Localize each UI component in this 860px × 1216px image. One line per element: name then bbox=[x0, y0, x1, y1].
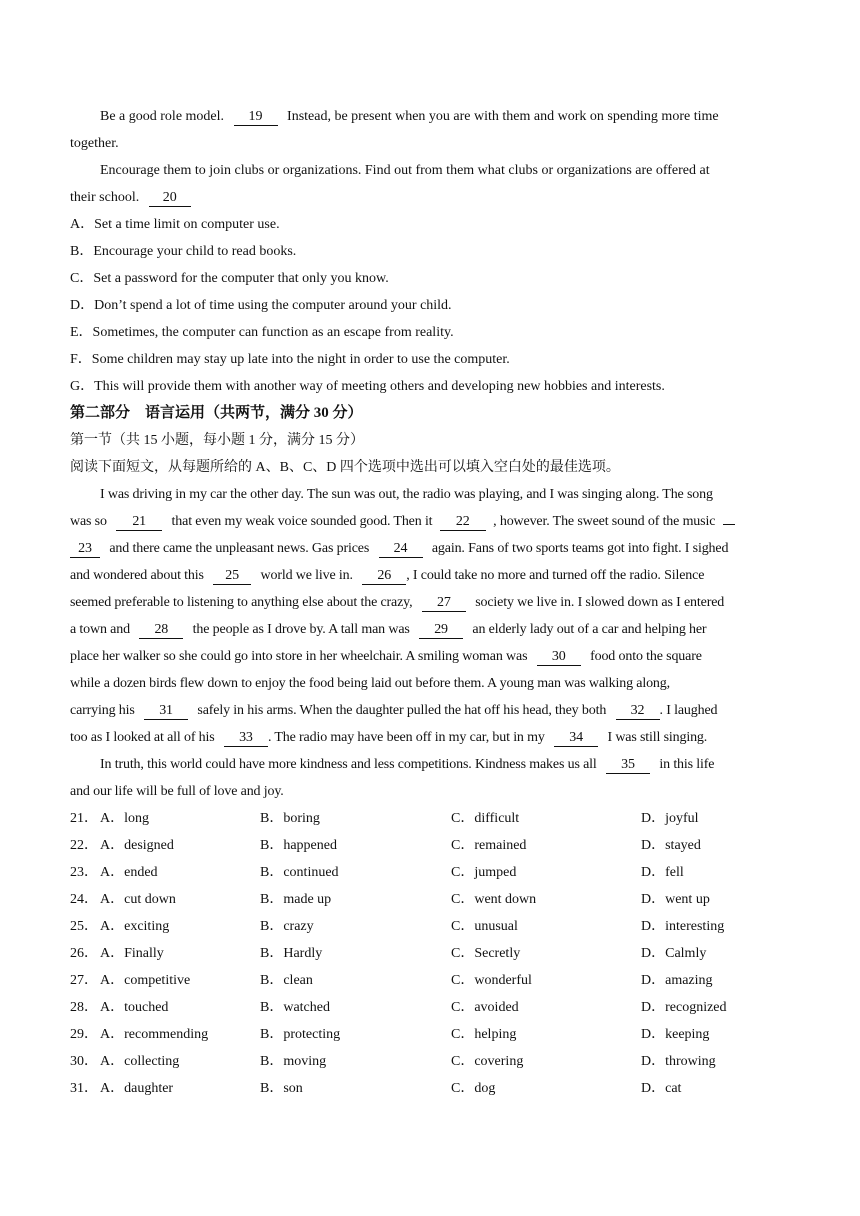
text: and wondered about this bbox=[70, 568, 204, 583]
text: In truth, this world could have more kindness and less competitions. Kindness makes us all bbox=[100, 757, 597, 772]
text: . I laughed bbox=[659, 703, 718, 718]
choice-c: C．jumped bbox=[451, 865, 517, 880]
blank-21: 21 bbox=[116, 514, 162, 531]
blank-24: 24 bbox=[379, 541, 423, 558]
blank-23: 23 bbox=[70, 541, 100, 558]
choice-c: C．difficult bbox=[451, 811, 520, 826]
option-b: B．Encourage your child to read books. bbox=[70, 244, 297, 259]
option-d: D．Don’t spend a lot of time using the computer around your child. bbox=[70, 298, 452, 313]
choice-b: B．moving bbox=[260, 1054, 327, 1069]
choice-a: A．recommending bbox=[100, 1027, 209, 1042]
text: Instead, be present when you are with them and work on spending more time bbox=[287, 109, 719, 124]
blank-27: 27 bbox=[422, 595, 466, 612]
paragraph-role-model-cont bbox=[70, 130, 794, 157]
choice-a: A．ended bbox=[100, 865, 158, 880]
option-e: E．Sometimes, the computer can function as an escape from reality. bbox=[70, 325, 454, 340]
text: their school. bbox=[70, 190, 140, 205]
blank-22: 22 bbox=[440, 514, 486, 531]
paragraph-clubs bbox=[70, 157, 794, 184]
text: too as I looked at all of his bbox=[70, 730, 215, 745]
text: and there came the unpleasant news. Gas prices bbox=[109, 541, 370, 556]
section1-heading: 第一节（共 15 小题，每小题 1 分，满分 15 分） bbox=[70, 433, 364, 448]
blank-31: 31 bbox=[144, 703, 188, 720]
passage-line bbox=[70, 616, 794, 643]
choice-c: C．helping bbox=[451, 1027, 517, 1042]
question-number: 30． bbox=[70, 1054, 98, 1069]
question-row bbox=[70, 805, 794, 832]
choice-c: C．remained bbox=[451, 838, 527, 853]
choice-d: D．keeping bbox=[641, 1027, 710, 1042]
text: place her walker so she could go into store in her wheelchair. A smiling woman was bbox=[70, 649, 528, 664]
blank-28: 28 bbox=[139, 622, 183, 639]
question-number: 27． bbox=[70, 973, 98, 988]
paragraph-role-model bbox=[70, 103, 794, 130]
question-row bbox=[70, 1075, 794, 1102]
question-row bbox=[70, 994, 794, 1021]
choice-b: B．son bbox=[260, 1081, 303, 1096]
question-number: 26． bbox=[70, 946, 98, 961]
choice-a: A．competitive bbox=[100, 973, 191, 988]
passage-line bbox=[70, 562, 794, 589]
choice-b: B．protecting bbox=[260, 1027, 341, 1042]
text: I was still singing. bbox=[607, 730, 708, 745]
choice-a: A．daughter bbox=[100, 1081, 174, 1096]
choice-c: C．dog bbox=[451, 1081, 496, 1096]
cloze-questions bbox=[70, 805, 794, 1102]
choice-b: B．happened bbox=[260, 838, 337, 853]
question-row bbox=[70, 1021, 794, 1048]
text: together. bbox=[70, 136, 119, 151]
text: while a dozen birds flew down to enjoy the food being laid out before them. A young man was walking along, bbox=[70, 676, 670, 691]
choice-b: B．clean bbox=[260, 973, 313, 988]
choice-b: B．made up bbox=[260, 892, 332, 907]
text: a town and bbox=[70, 622, 130, 637]
choice-d: D．interesting bbox=[641, 919, 725, 934]
passage-line bbox=[70, 697, 794, 724]
question-number: 22． bbox=[70, 838, 98, 853]
blank-26: 26 bbox=[362, 568, 406, 585]
choice-d: D．stayed bbox=[641, 838, 701, 853]
question-number: 21． bbox=[70, 811, 98, 826]
passage-line bbox=[70, 535, 794, 562]
passage-line bbox=[70, 778, 794, 805]
choice-a: A．exciting bbox=[100, 919, 170, 934]
choice-c: C．unusual bbox=[451, 919, 518, 934]
option-g: G．This will provide them with another way of meeting others and developing new hobbies and interests. bbox=[70, 379, 665, 394]
choice-c: C．went down bbox=[451, 892, 537, 907]
question-row bbox=[70, 913, 794, 940]
question-number: 23． bbox=[70, 865, 98, 880]
choice-a: A．cut down bbox=[100, 892, 176, 907]
choice-d: D．went up bbox=[641, 892, 710, 907]
question-number: 29． bbox=[70, 1027, 98, 1042]
text: food onto the square bbox=[590, 649, 702, 664]
choice-a: A．Finally bbox=[100, 946, 164, 961]
passage-line bbox=[70, 670, 794, 697]
text: Encourage them to join clubs or organizations. Find out from them what clubs or organizations are offered at bbox=[100, 163, 710, 178]
choice-c: C．Secretly bbox=[451, 946, 521, 961]
question-number: 24． bbox=[70, 892, 98, 907]
text: carrying his bbox=[70, 703, 135, 718]
question-row bbox=[70, 1048, 794, 1075]
cloze-passage bbox=[70, 481, 794, 805]
text: . The radio may have been off in my car, but in my bbox=[267, 730, 545, 745]
question-number: 25． bbox=[70, 919, 98, 934]
option-c: C．Set a password for the computer that only you know. bbox=[70, 271, 389, 286]
choice-a: A．collecting bbox=[100, 1054, 180, 1069]
choice-c: C．wonderful bbox=[451, 973, 532, 988]
passage-line bbox=[70, 481, 794, 508]
seven-choose-five-options bbox=[70, 211, 794, 400]
choice-d: D．throwing bbox=[641, 1054, 716, 1069]
text: , I could take no more and turned off the radio. Silence bbox=[406, 568, 705, 583]
choice-b: B．continued bbox=[260, 865, 339, 880]
choice-a: A．long bbox=[100, 811, 149, 826]
choice-b: B．boring bbox=[260, 811, 320, 826]
text: again. Fans of two sports teams got into fight. I sighed bbox=[431, 541, 729, 556]
choice-a: A．touched bbox=[100, 1000, 169, 1015]
text: the people as I drove by. A tall man was bbox=[192, 622, 410, 637]
passage-line bbox=[70, 724, 794, 751]
text: , however. The sweet sound of the music bbox=[493, 514, 716, 529]
paragraph-clubs-cont bbox=[70, 184, 794, 211]
part2-heading: 第二部分 语言运用（共两节，满分 30 分） bbox=[70, 405, 363, 421]
blank-19: 19 bbox=[234, 109, 278, 126]
choice-d: D．cat bbox=[641, 1081, 682, 1096]
choice-b: B．Hardly bbox=[260, 946, 323, 961]
question-row bbox=[70, 832, 794, 859]
question-row bbox=[70, 967, 794, 994]
exam-page bbox=[70, 103, 794, 1102]
passage-line bbox=[70, 643, 794, 670]
option-a: A．Set a time limit on computer use. bbox=[70, 217, 280, 232]
choice-b: B．watched bbox=[260, 1000, 330, 1015]
blank-33: 33 bbox=[224, 730, 268, 747]
choice-d: D．recognized bbox=[641, 1000, 727, 1015]
choice-c: C．avoided bbox=[451, 1000, 519, 1015]
blank-35: 35 bbox=[606, 757, 650, 774]
choice-d: D．Calmly bbox=[641, 946, 707, 961]
text: world we live in. bbox=[260, 568, 353, 583]
choice-c: C．covering bbox=[451, 1054, 524, 1069]
text: seemed preferable to listening to anything else about the crazy, bbox=[70, 595, 413, 610]
text: was so bbox=[70, 514, 107, 529]
text: that even my weak voice sounded good. Then it bbox=[171, 514, 433, 529]
question-row bbox=[70, 886, 794, 913]
text: Be a good role model. bbox=[100, 109, 225, 124]
option-f: F．Some children may stay up late into the night in order to use the computer. bbox=[70, 352, 510, 367]
text: in this life bbox=[659, 757, 715, 772]
blank-20: 20 bbox=[149, 190, 191, 207]
question-row bbox=[70, 940, 794, 967]
question-number: 31． bbox=[70, 1081, 98, 1096]
blank-34: 34 bbox=[554, 730, 598, 747]
choice-d: D．amazing bbox=[641, 973, 713, 988]
text: safely in his arms. When the daughter pulled the hat off his head, they both bbox=[197, 703, 607, 718]
text: society we live in. I slowed down as I entered bbox=[475, 595, 725, 610]
choice-a: A．designed bbox=[100, 838, 174, 853]
text: an elderly lady out of a car and helping her bbox=[472, 622, 707, 637]
choice-b: B．crazy bbox=[260, 919, 314, 934]
text: and our life will be full of love and joy. bbox=[70, 784, 284, 799]
choice-d: D．fell bbox=[641, 865, 684, 880]
text: I was driving in my car the other day. The sun was out, the radio was playing, and I was singing along. The song bbox=[100, 487, 713, 502]
passage-line bbox=[70, 589, 794, 616]
question-row bbox=[70, 859, 794, 886]
question-number: 28． bbox=[70, 1000, 98, 1015]
passage-line bbox=[70, 508, 794, 535]
passage-line bbox=[70, 751, 794, 778]
blank-30: 30 bbox=[537, 649, 581, 666]
blank-32: 32 bbox=[616, 703, 660, 720]
blank-29: 29 bbox=[419, 622, 463, 639]
instruction: 阅读下面短文，从每题所给的 A、B、C、D 四个选项中选出可以填入空白处的最佳选项。 bbox=[70, 460, 620, 475]
choice-d: D．joyful bbox=[641, 811, 699, 826]
blank-25: 25 bbox=[213, 568, 251, 585]
blank-23-start bbox=[723, 524, 735, 525]
